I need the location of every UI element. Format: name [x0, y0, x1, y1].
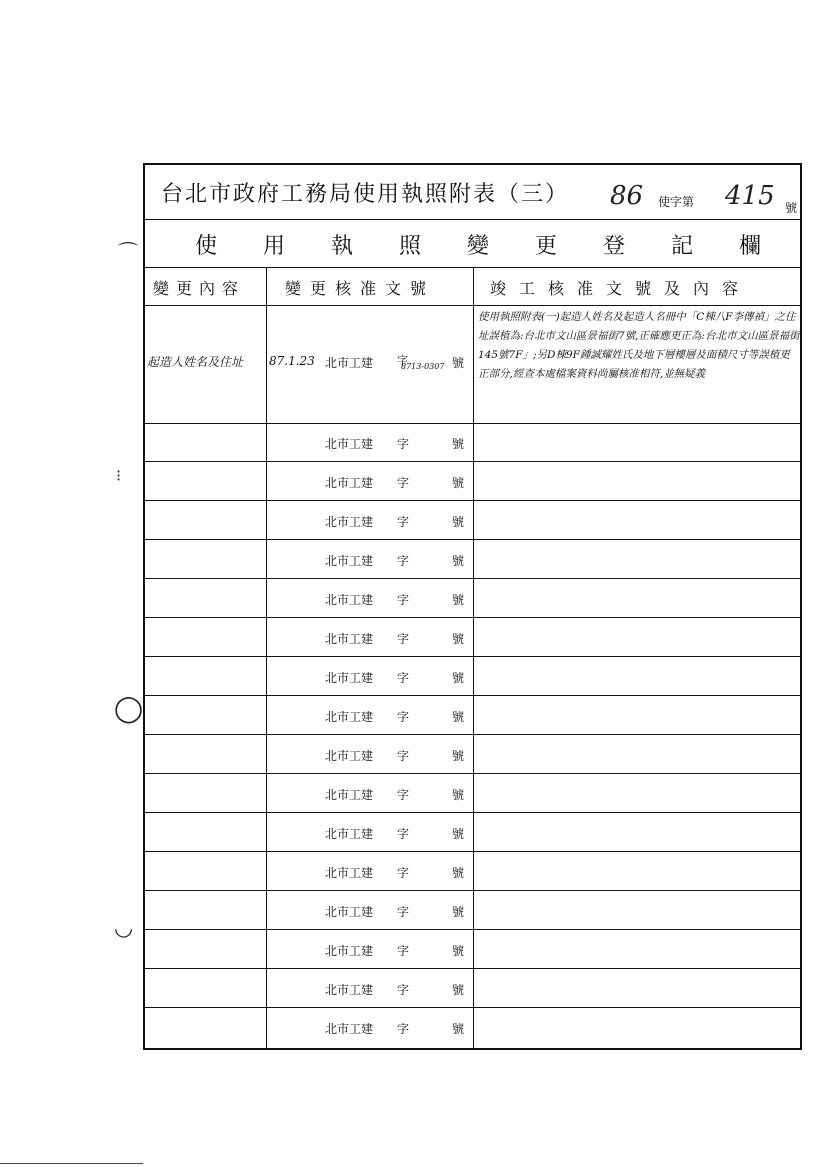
section-title-row — [145, 219, 808, 268]
approval-zi: 字 — [397, 593, 410, 607]
header-completion-doc: 竣工核准文號及內容 — [490, 279, 752, 298]
margin-mark-top: ⌒ — [118, 240, 138, 264]
approval-zi: 字 — [397, 476, 410, 490]
approval-zi: 字 — [397, 632, 410, 646]
approval-dept: 北市工建 — [325, 671, 374, 685]
approval-zi: 字 — [397, 827, 410, 841]
approval-hao: 號 — [452, 983, 465, 997]
header-change-content: 變更內容 — [153, 279, 246, 298]
table-row — [145, 305, 800, 424]
license-year: 86 — [610, 181, 644, 211]
approval-zi: 字 — [397, 354, 408, 367]
approval-zi: 字 — [397, 515, 410, 529]
approval-dept: 北市工建 — [325, 1022, 374, 1036]
table-row — [145, 618, 800, 657]
form-title-row — [145, 165, 800, 220]
approval-dept: 北市工建 — [325, 437, 374, 451]
table-row — [145, 774, 800, 813]
approval-zi: 字 — [397, 788, 410, 802]
header-approval-doc: 變更核准文號 — [285, 279, 436, 298]
approval-hao: 號 — [452, 593, 465, 607]
approval-dept: 北市工建 — [325, 593, 374, 607]
table-row — [145, 813, 800, 852]
table-row — [145, 423, 800, 462]
approval-hao: 號 — [452, 671, 465, 685]
table-row — [145, 501, 800, 540]
approval-hao: 號 — [452, 827, 465, 841]
table-row — [145, 462, 800, 501]
approval-zi: 字 — [397, 554, 410, 568]
form-title: 台北市政府工務局使用執照附表（三） — [161, 182, 570, 207]
approval-hao: 號 — [452, 476, 465, 490]
approval-hao: 號 — [452, 437, 465, 451]
approval-dept: 北市工建 — [325, 515, 374, 529]
approval-zi: 字 — [397, 944, 410, 958]
approval-date: 87.1.23 — [269, 354, 315, 368]
table-row — [145, 969, 800, 1008]
license-prefix: 使字第 — [658, 195, 695, 209]
approval-hao: 號 — [452, 710, 465, 724]
approval-zi: 字 — [397, 1022, 410, 1036]
punch-hole-mark-lower: ◡ — [114, 916, 134, 941]
approval-dept: 北市工建 — [325, 710, 374, 724]
approval-hao: 號 — [452, 905, 465, 919]
approval-hao: 號 — [452, 866, 465, 880]
section-title: 使用執照變更登記欄 — [195, 234, 808, 259]
approval-hao: 號 — [452, 1022, 465, 1036]
bottom-rule — [0, 1163, 143, 1164]
approval-zi: 字 — [397, 905, 410, 919]
change-content-cell: 起造人姓名及住址 — [147, 355, 244, 369]
table-row — [145, 1008, 800, 1048]
approval-dept: 北市工建 — [325, 476, 374, 490]
approval-dept: 北市工建 — [325, 749, 374, 763]
approval-dept: 北市工建 — [325, 983, 374, 997]
table-row — [145, 579, 800, 618]
approval-zi: 字 — [397, 749, 410, 763]
approval-doc-number: 8713-0307 — [401, 362, 445, 371]
approval-dept: 北市工建 — [325, 827, 374, 841]
approval-zi: 字 — [397, 710, 410, 724]
approval-zi: 字 — [397, 983, 410, 997]
approval-zi: 字 — [397, 866, 410, 880]
approval-dept: 北市工建 — [325, 632, 374, 646]
approval-hao: 號 — [452, 356, 465, 370]
approval-hao: 號 — [452, 632, 465, 646]
license-appendix-form — [143, 163, 808, 1050]
approval-hao: 號 — [452, 749, 465, 763]
table-row — [145, 852, 800, 891]
approval-zi: 字 — [397, 437, 410, 451]
approval-hao: 號 — [452, 944, 465, 958]
approval-dept: 北市工建 — [325, 788, 374, 802]
approval-zi: 字 — [397, 671, 410, 685]
completion-details: 使用執照附表(一)起造人姓名及起造人名冊中「C棟八F李傳禎」之住址誤植為:台北市文山區景福街7號,正確應更正為:台北市文山區景福街145號7F」;另D棟9F鍾誠耀姓氏及地下層樓層及面積尺寸等誤植更正部分,經查本處檔案資料尚屬核准相符,並無疑義 — [478, 311, 800, 380]
approval-dept: 北市工建 — [325, 905, 374, 919]
table-row — [145, 930, 800, 969]
margin-mark-mid: ⁝ — [116, 466, 122, 485]
table-row — [145, 891, 800, 930]
approval-hao: 號 — [452, 788, 465, 802]
table-row — [145, 696, 800, 735]
approval-hao: 號 — [452, 515, 465, 529]
approval-dept: 北市工建 — [325, 944, 374, 958]
table-row — [145, 657, 800, 696]
approval-dept: 北市工建 — [325, 554, 374, 568]
license-number-suffix: 號 — [785, 201, 798, 215]
punch-hole-mark: ◯ — [114, 694, 144, 724]
approval-dept: 北市工建 — [325, 866, 374, 880]
license-number: 415 — [725, 181, 775, 211]
approval-hao: 號 — [452, 554, 465, 568]
table-row — [145, 735, 800, 774]
approval-dept: 北市工建 — [325, 356, 374, 370]
table-row — [145, 540, 800, 579]
